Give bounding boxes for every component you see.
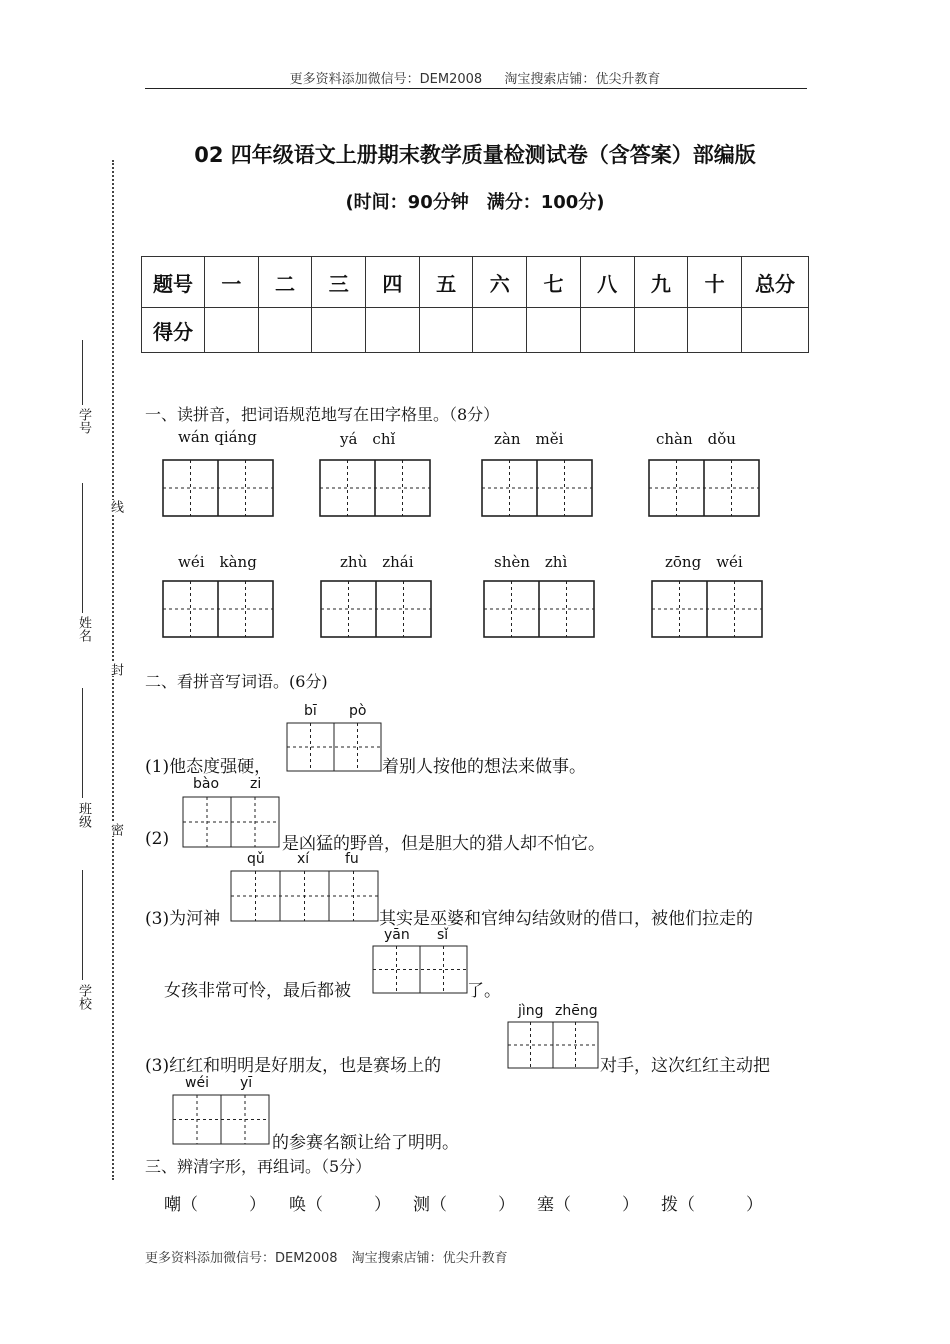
pinyin-label: bào (193, 776, 220, 792)
pinyin-label: yān (384, 927, 410, 943)
tianzige-grid[interactable] (163, 581, 273, 637)
binding-mark-xian: 线 (108, 500, 123, 513)
footer-wechat: 更多资料添加微信号：DEM2008 (145, 1251, 338, 1266)
pinyin-label: xí (297, 851, 310, 867)
score-header-cell: 六 (473, 257, 527, 308)
score-header-cell: 七 (527, 257, 581, 308)
word-item[interactable]: 唤（ ） (289, 1195, 391, 1215)
pinyin-label: pò (349, 703, 367, 719)
word-item[interactable]: 测（ ） (413, 1195, 515, 1215)
page-title: 02 四年级语文上册期末教学质量检测试卷（含答案）部编版 (194, 143, 756, 167)
question-text: 了。 (467, 981, 501, 1001)
tianzige-grid[interactable] (652, 581, 762, 637)
score-header-cell: 四 (366, 257, 420, 308)
answer-grid[interactable] (508, 1022, 598, 1068)
section3-heading: 三、辨清字形，再组词。（5分） (145, 1157, 372, 1176)
pinyin-label: qǔ (247, 851, 265, 867)
question-text: (3)为河神 (145, 909, 221, 929)
binding-label-banji: 班级 (76, 802, 91, 828)
score-header-cell: 九 (634, 257, 688, 308)
score-header-cell: 总分 (742, 257, 809, 308)
binding-mark-mi: 密 (108, 823, 123, 836)
score-header-cell: 五 (419, 257, 473, 308)
question-text: 的参赛名额让给了明明。 (272, 1133, 459, 1153)
word-item[interactable]: 嘲（ ） (164, 1195, 266, 1215)
footer-shop: 淘宝搜索店铺：优尖升教育 (351, 1251, 508, 1266)
tianzige-grid[interactable] (484, 581, 594, 637)
tianzige-grid[interactable] (649, 460, 759, 516)
question-text: 是凶猛的野兽，但是胆大的猎人却不怕它。 (282, 834, 605, 854)
page-subtitle: (时间：90分钟 满分：100分) (345, 192, 605, 213)
question-text: 对手，这次红红主动把 (600, 1056, 770, 1076)
question-text: (3)红红和明明是好朋友，也是赛场上的 (145, 1056, 442, 1076)
score-header-cell: 十 (688, 257, 742, 308)
tianzige-grid[interactable] (482, 460, 592, 516)
score-header-cell: 题号 (142, 257, 205, 308)
section1-heading: 一、读拼音，把词语规范地写在田字格里。（8分） (145, 405, 500, 424)
pinyin-label: sǐ (437, 927, 449, 943)
question-text: (1)他态度强硬， (145, 757, 272, 777)
pinyin-label: zi (250, 776, 262, 792)
question-text: 其实是巫婆和官绅勾结敛财的借口，被他们拉走的 (379, 909, 753, 929)
pinyin-label: zōng wéi (665, 553, 743, 571)
score-header-cell: 二 (258, 257, 312, 308)
binding-label-xuexiao: 学校 (76, 984, 91, 1010)
pinyin-label: zàn měi (494, 430, 564, 448)
pinyin-label: jìng (518, 1003, 544, 1019)
question-text: 女孩非常可怜，最后都被 (164, 981, 351, 1001)
pinyin-label: zhù zhái (340, 553, 414, 571)
binding-label-xingming: 姓名 (76, 616, 91, 642)
question-text: (2) (145, 829, 170, 849)
pinyin-label: yī (240, 1075, 253, 1091)
score-row-label: 得分 (142, 308, 205, 353)
pinyin-label: chàn dǒu (656, 430, 736, 448)
answer-grid[interactable] (287, 723, 381, 771)
pinyin-label: wán qiáng (178, 428, 257, 446)
answer-grid[interactable] (183, 797, 279, 847)
answer-grid[interactable] (231, 871, 378, 921)
pinyin-label: zhēng (555, 1003, 598, 1019)
answer-grid[interactable] (173, 1095, 269, 1144)
header-shop: 淘宝搜索店铺：优尖升教育 (504, 72, 661, 87)
page-footer (145, 1247, 508, 1266)
pinyin-label: shèn zhì (494, 553, 568, 571)
tianzige-grid[interactable] (320, 460, 430, 516)
pinyin-label: wéi (185, 1075, 209, 1091)
binding-mark-feng: 封 (108, 663, 123, 676)
pinyin-label: wéi kàng (178, 553, 257, 571)
score-header-cell: 一 (205, 257, 259, 308)
answer-grid[interactable] (373, 946, 467, 993)
pinyin-label: yá chǐ (340, 430, 396, 448)
binding-label-xuehao: 学号 (76, 408, 91, 434)
tianzige-grid[interactable] (163, 460, 273, 516)
tianzige-grid[interactable] (321, 581, 431, 637)
question-text: 着别人按他的想法来做事。 (382, 757, 586, 777)
score-header-cell: 三 (312, 257, 366, 308)
pinyin-label: bī (304, 703, 317, 719)
header-wechat: 更多资料添加微信号：DEM2008 (289, 72, 483, 87)
word-item[interactable]: 拨（ ） (661, 1195, 763, 1215)
section2-heading: 二、看拼音写词语。(6分) (145, 672, 328, 691)
pinyin-label: fu (345, 851, 359, 867)
score-header-cell: 八 (580, 257, 634, 308)
word-item[interactable]: 塞（ ） (537, 1195, 639, 1215)
